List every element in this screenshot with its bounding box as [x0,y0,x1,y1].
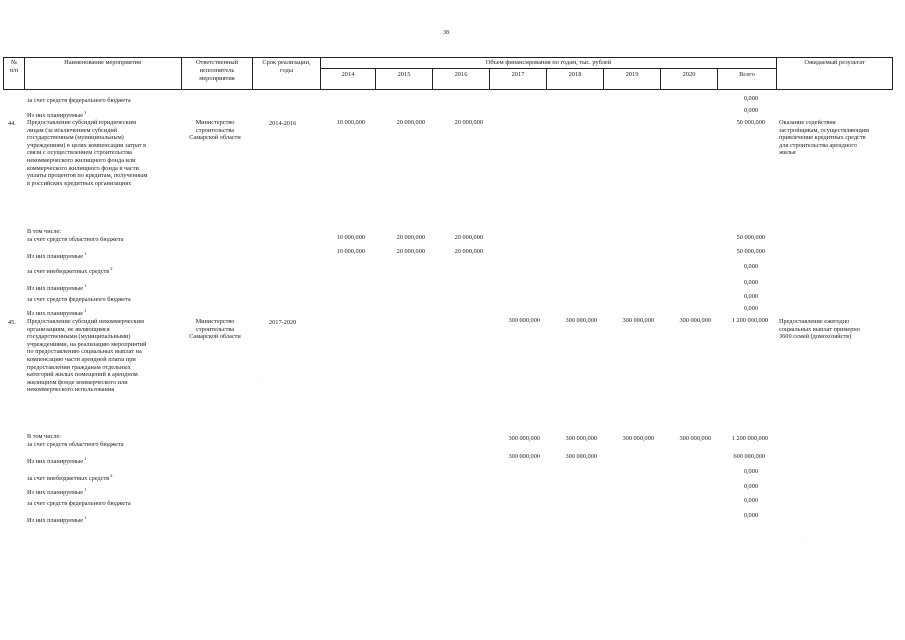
item44-including: В том числе: [27,228,62,235]
header-term: Срок реализации, годы [262,59,311,74]
header-year-2019: 2019 [625,71,639,78]
item44-offbudget-label: за счет внебюджетных средств$^2$ [27,266,113,276]
item45-planned2-label: Из них планируемые$^1$ [27,487,87,497]
item44-total: 50 000,000 [736,119,765,126]
item45-planned-total: 600 000,000 [733,453,765,460]
item45-federal-total: 0,000 [743,497,758,504]
item45-planned-2018: 300 000,000 [565,453,597,460]
item45-offbudget-total: 0,000 [743,468,758,475]
item45-2017: 300 000,000 [508,317,540,324]
top-federal-total: 0,000 [743,95,758,102]
item45-regional-2017: 300 000,000 [508,435,540,442]
item44-planned2-label: Из них планируемые$^1$ [27,283,87,293]
header-year-2015: 2015 [397,71,411,78]
item44-2016: 20 000,000 [454,119,483,126]
item45-name: Предоставление субсидий некоммерческим организациям, не являющимся государственными (муниципальными) учреждениями, на реализацию мероприятий по предоставлению социальных выплат на компенсацию части арендной платы при предоставлении гражданам отдельных категорий жилых помещений в арендном жилищном фонде коммерческого или некоммерческого использования [27,318,147,394]
item44-planned-label: Из них планируемые$^1$ [27,251,87,261]
table-header [3,57,893,90]
item44-name: Предоставление субсидий юридическим лицам (за исключением субсидий государственным (муниципальным) учреждениям) в целях компенсации затрат в связи с осуществлением строительства некоммерческого жилищного фонда или коммерческого жилищного фонда в части уплаты процентов по кредитам, полученным в российских кредитных организациях [27,119,148,187]
item44-result: Оказание содействия застройщикам, осуществляющим привлечение кредитных средств для строительства арендного жилья [779,119,870,157]
item44-regional-2014: 10 000,000 [336,234,365,241]
item45-regional-2018: 300 000,000 [565,435,597,442]
item44-federal-total: 0,000 [743,293,758,300]
item44-regional-total: 50 000,000 [736,234,765,241]
item44-offbudget-total: 0,000 [743,263,758,270]
item44-regional-2015: 20 000,000 [396,234,425,241]
header-name: Наименование мероприятия [64,59,141,66]
item45-regional-total: 1 200 000,000 [731,435,768,442]
item44-2015: 20 000,000 [396,119,425,126]
item45-result: Предоставление ежегодно социальных выплат примерно 3600 семей (домохозяйств) [779,318,860,341]
header-responsible: Ответственный исполнитель мероприятия [195,59,239,82]
item45-regional-label: за счет средств областного бюджета [27,441,124,448]
header-result: Ожидаемый результат [804,59,865,66]
item44-federal-label: за счет средств федерального бюджета [27,296,131,303]
item45-total: 1 200 000,000 [731,317,768,324]
item45-2018: 300 000,000 [565,317,597,324]
page-number: 38 [443,30,449,36]
scan-mark: · [258,378,260,383]
header-year-2016: 2016 [454,71,468,78]
header-year-2018: 2018 [568,71,582,78]
item45-federal-label: за счет средств федерального бюджета [27,500,131,507]
item45-2019: 300 000,000 [622,317,654,324]
item45-planned2-total: 0,000 [743,483,758,490]
item45-planned3-label: Из них планируемые$^1$ [27,515,87,525]
header-year-2020: 2020 [682,71,696,78]
scan-mark: · [806,541,808,546]
item44-planned3-label: Из них планируемые$^1$ [27,308,87,318]
item44-number: 44. [8,120,16,127]
item44-planned-2014: 10 000,000 [336,248,365,255]
top-planned-label: Из них планируемые$^1$ [27,110,87,120]
item45-term: 2017-2020 [269,319,297,326]
header-year-2017: 2017 [511,71,525,78]
item45-planned-label: Из них планируемые$^1$ [27,456,87,466]
header-no: № п/п [9,59,19,74]
item44-regional-2016: 20 000,000 [454,234,483,241]
item44-responsible: Министерство строительства Самарской области [189,119,241,142]
item44-planned-total: 50 000,000 [736,248,765,255]
item44-planned-2015: 20 000,000 [396,248,425,255]
item45-responsible: Министерство строительства Самарской области [189,318,241,341]
item44-planned-2016: 20 000,000 [454,248,483,255]
item45-planned3-total: 0,000 [743,512,758,519]
item45-regional-2019: 300 000,000 [622,435,654,442]
item44-regional-label: за счет средств областного бюджета [27,236,124,243]
item45-number: 45. [8,319,16,326]
top-planned-total: 0,000 [743,107,758,114]
header-year-2014: 2014 [341,71,355,78]
item45-including: В том числе: [27,433,62,440]
item44-2014: 10 000,000 [336,119,365,126]
item44-planned3-total: 0,000 [743,305,758,312]
item44-term: 2014-2016 [269,120,297,127]
item45-offbudget-label: за счет внебюджетных средств$^2$ [27,473,113,483]
top-federal-label: за счет средств федерального бюджета [27,97,131,104]
header-financing: Объем финансирования по годам, тыс. рублей [485,59,612,66]
header-total: Всего [739,71,755,78]
item44-planned2-total: 0,000 [743,279,758,286]
item45-2020: 300 000,000 [679,317,711,324]
item45-regional-2020: 300 000,000 [679,435,711,442]
item45-planned-2017: 300 000,000 [508,453,540,460]
